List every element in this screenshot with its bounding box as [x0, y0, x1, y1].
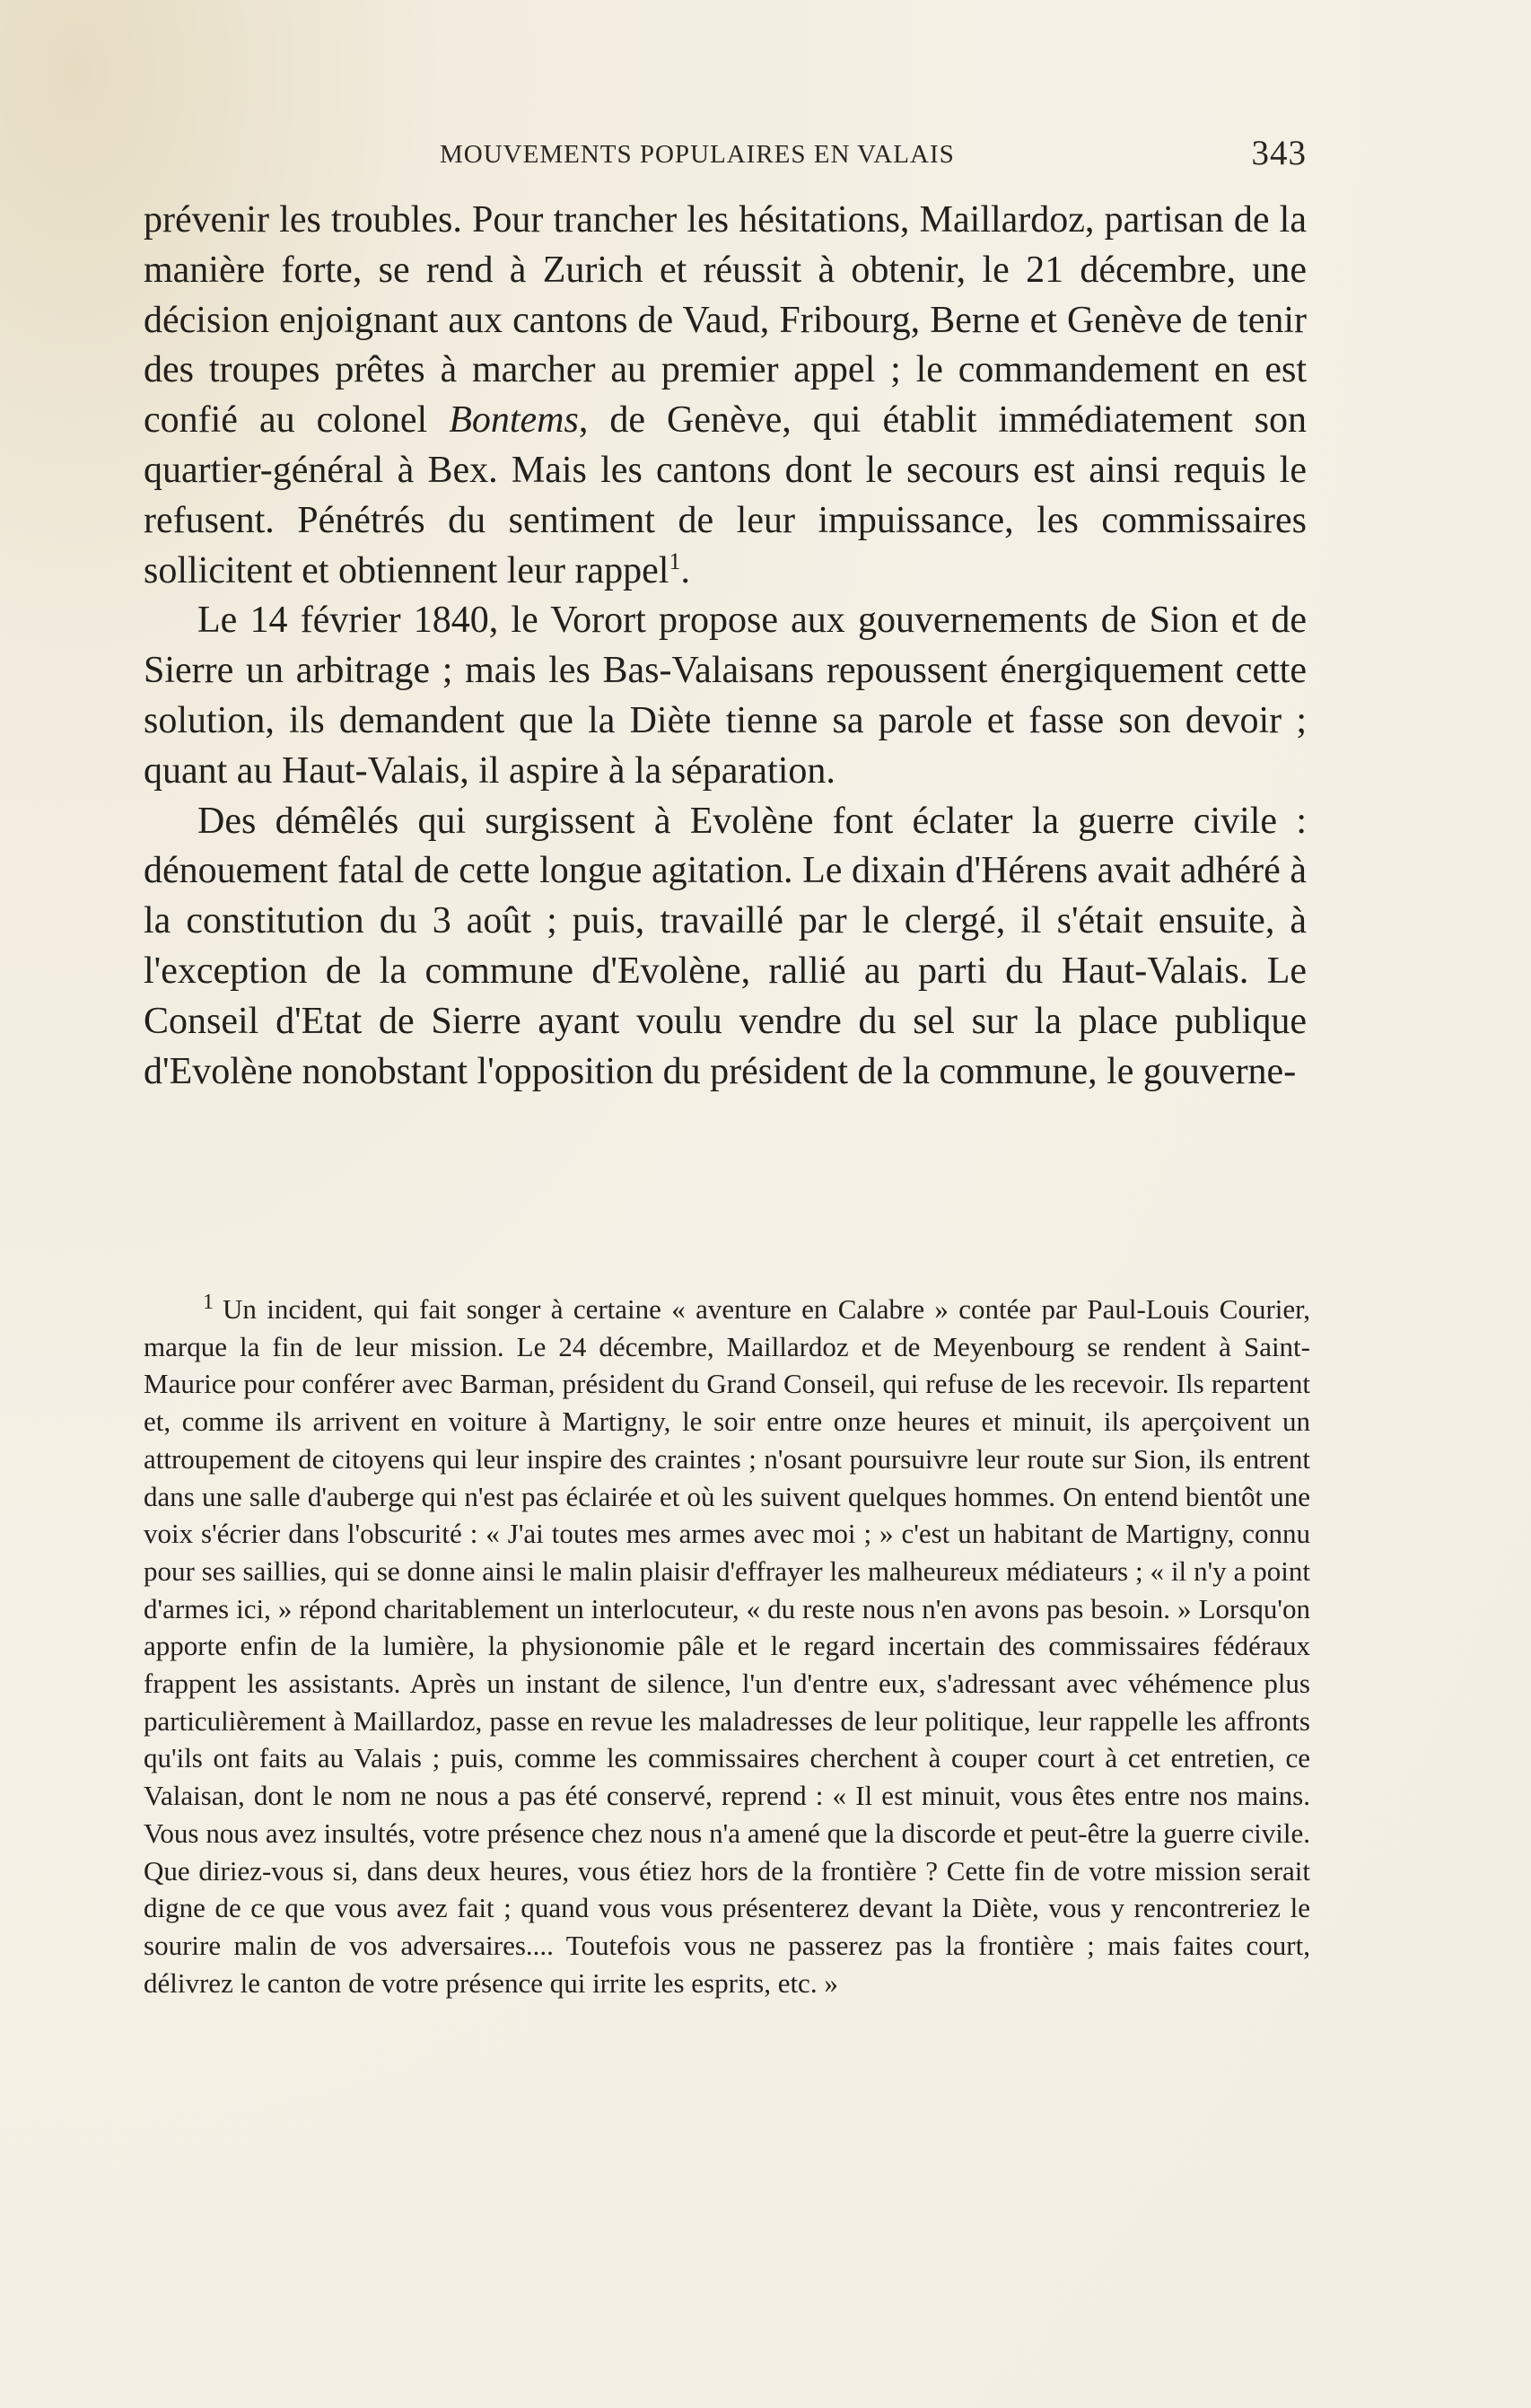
paragraph-1 [144, 196, 1307, 596]
page-header [144, 133, 1307, 178]
paragraph-2: Le 14 février 1840, le Vorort propose aux gouvernements de Sion et de Sierre un arbitrage ; mais les Bas-Valaisans repoussent énergiquement cette solution, ils demandent que la Diète tienne sa parole et fasse son devoir ; quant au Haut-Valais, il aspire à la séparation. [144, 600, 1307, 792]
paragraph-1-text-b: , de Genève, qui établit immédiatement son quartier-général à Bex. Mais les cantons dont le secours est ainsi requis le refusent. Pénétrés du sentiment de leur impuissance, les commissaires sollicitent et obtiennent leur rappel [144, 399, 1308, 591]
running-title: MOUVEMENTS POPULAIRES EN VALAIS [440, 140, 955, 169]
page-number: 343 [1251, 134, 1307, 172]
paragraph-1-text-a: prévenir les troubles. Pour trancher les hésitations, Maillardoz, partisan de la manière forte, se rend à Zurich et réussit à obtenir, le 21 décembre, une décision enjoignant aux cantons de Vaud, Fribourg, Berne et Genève de tenir des troupes prêtes à marcher au premier appel ; le commandement en est confié au colonel [144, 199, 1307, 442]
footnote-reference[interactable]: 1 [669, 547, 681, 574]
main-text [144, 196, 1307, 1097]
footnotes [144, 1291, 1310, 2001]
paragraph-1-end: . [680, 549, 690, 591]
footnote-1-text: Un incident, qui fait songer à certaine « aventure en Calabre » contée par Paul-Louis Courier, marque la fin de leur mission. Le 24 décembre, Maillardoz et de Meyenbourg se rendent à Saint-Maurice pour conférer avec Barman, président du Grand Conseil, qui refuse de les recevoir. Ils repartent et, comme ils arrivent en voiture à Martigny, le soir entre onze heures et minuit, ils aperçoivent un attroupement de citoyens qui leur inspire des craintes ; n'osant poursuivre leur route sur Sion, ils entrent dans une salle d'auberge qui n'est pas éclairée et où les suivent quelques hommes. On entend bientôt une voix s'écrier dans l'obscurité : « J'ai toutes mes armes avec moi ; » c'est un habitant de Martigny, connu pour ses saillies, qui se donne ainsi le malin plaisir d'effrayer les malheureux médiateurs ; « il n'y a point d'armes ici, » répond charitablement un interlocuteur, « du reste nous n'en avons pas besoin. » Lorsqu'on apporte enfin de la lumière, la physionomie pâle et le regard incertain des commissaires fédéraux frappent les assistants. Après un instant de silence, l'un d'entre eux, s'adressant avec véhémence plus particulièrement à Maillardoz, passe en revue les maladresses de leur politique, leur rappelle les affronts qu'ils ont faits au Valais ; puis, comme les commissaires cherchent à couper court à cet entretien, ce Valaisan, dont le nom ne nous a pas été conservé, reprend : « Il est minuit, vous êtes entre nos mains. Vous nous avez insultés, votre présence chez nous n'a amené que la discorde et peut-être la guerre civile. Que diriez-vous si, dans deux heures, vous étiez hors de la frontière ? Cette fin de votre mission serait digne de ce que vous avez fait ; quand vous vous présenterez devant la Diète, vous y rencontreriez le sourire malin de vos adversaires.... Toutefois vous ne passerez pas la frontière ; mais faites court, délivrez le canton de votre présence qui irrite les esprits, etc. » [144, 1293, 1310, 1999]
footnote-1 [144, 1291, 1310, 2001]
footnote-marker: 1 [203, 1290, 214, 1314]
paragraph-3: Des démêlés qui surgissent à Evolène font éclater la guerre civile : dénouement fatal de cette longue agitation. Le dixain d'Hérens avait adhéré à la constitution du 3 août ; puis, travaillé par le clergé, il s'était ensuite, à l'exception de la commune d'Evolène, rallié au parti du Haut-Valais. Le Conseil d'Etat de Sierre ayant voulu vendre du sel sur la place publique d'Evolène nonobstant l'opposition du président de la commune, le gouverne- [144, 800, 1307, 1092]
italic-name-bontems: Bontems [449, 399, 579, 442]
